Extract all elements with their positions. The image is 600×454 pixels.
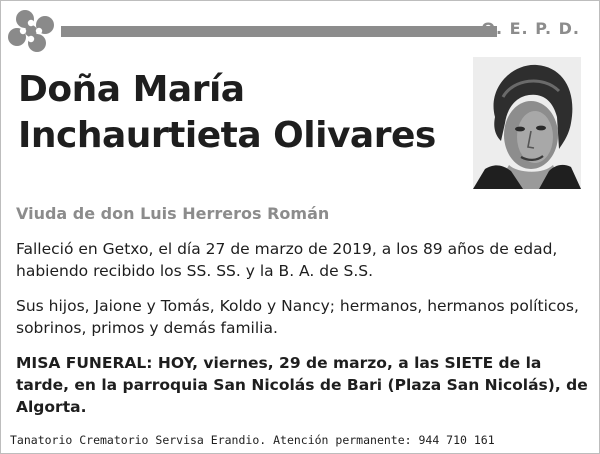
- funeral-home-footer: Tanatorio Crematorio Servisa Erandio. Atención permanente: 944 710 161: [10, 433, 495, 447]
- funeral-mass-notice: MISA FUNERAL: HOY, viernes, 29 de marzo, a las SIETE de la tarde, en la parroquia San Nicolás de Bari (Plaza San Nicolás), de Algorta.: [16, 354, 588, 416]
- qepd-label: Q. E. P. D.: [481, 19, 580, 38]
- portrait-illustration: [473, 57, 581, 189]
- death-details: Falleció en Getxo, el día 27 de marzo de 2019, a los 89 años de edad, habiendo recibido los SS. SS. y la B. A. de S.S.: [16, 240, 558, 280]
- portrait-photo: [473, 57, 581, 189]
- family-list: Sus hijos, Jaione y Tomás, Koldo y Nancy; hermanos, hermanos políticos, sobrinos, primos y demás familia.: [16, 297, 579, 337]
- name-line-2: Inchaurtieta Olivares: [18, 115, 436, 156]
- lauburu-icon: [7, 9, 55, 53]
- deceased-name: [18, 67, 468, 159]
- name-line-1: Doña María: [18, 69, 245, 110]
- header-rule: [61, 26, 497, 37]
- widow-line: Viuda de don Luis Herreros Román: [16, 204, 330, 223]
